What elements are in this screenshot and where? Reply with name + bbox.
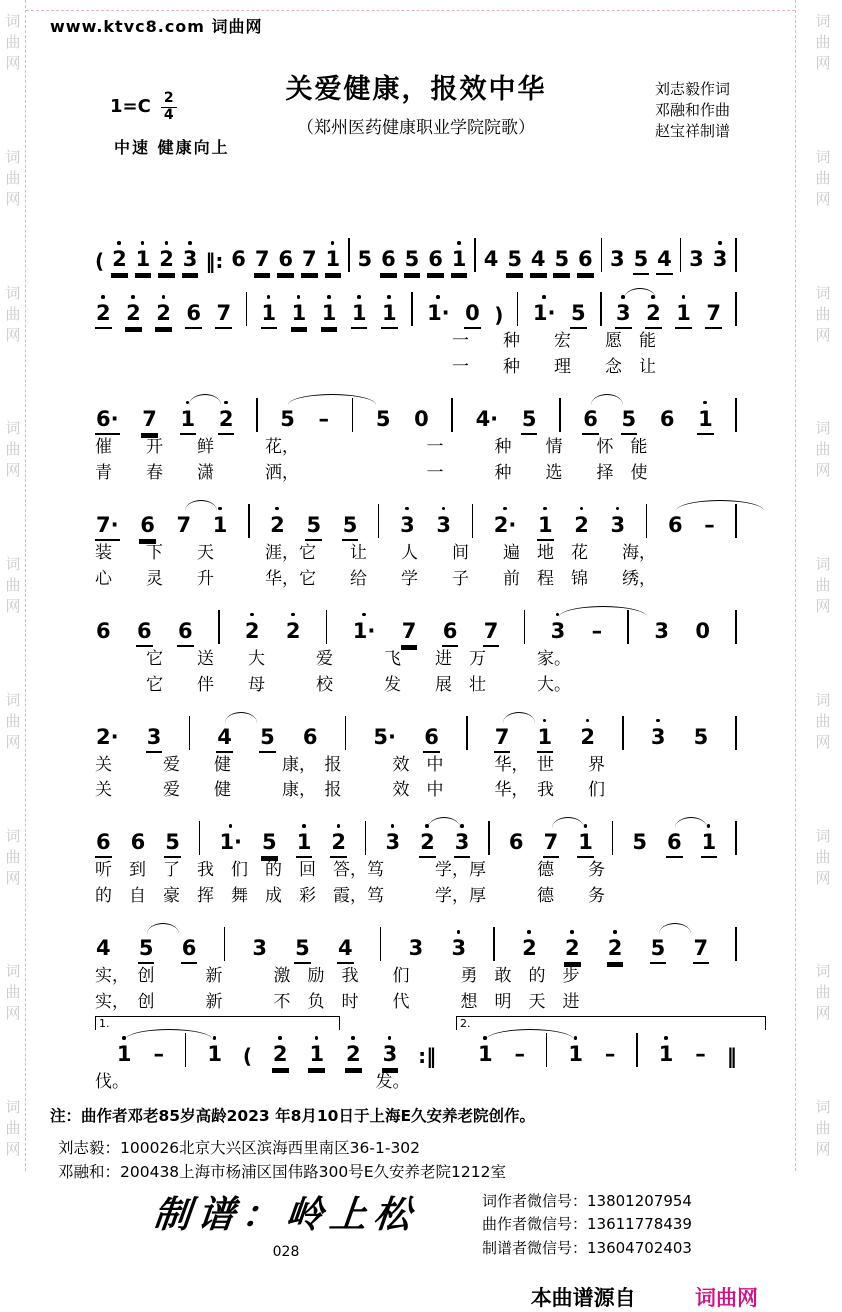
note: 6 bbox=[231, 247, 246, 271]
lyricist-credit: 刘志毅作词 bbox=[654, 80, 730, 98]
note: 6 bbox=[278, 247, 294, 271]
time-signature bbox=[161, 91, 177, 122]
note: 7 bbox=[216, 301, 232, 325]
note: 1 bbox=[701, 830, 717, 855]
lyric-line: 实， 创 新 激 励 我 们 勇 敢 的 步 bbox=[95, 966, 580, 987]
barline bbox=[348, 238, 350, 272]
note: 3 bbox=[385, 830, 401, 855]
barline bbox=[601, 238, 603, 272]
barline bbox=[224, 927, 226, 961]
watermark-text: 词 曲 网 bbox=[815, 962, 831, 1023]
note: 6 bbox=[96, 830, 111, 855]
parenthesis: ( bbox=[95, 249, 105, 273]
note: 7 bbox=[693, 936, 709, 961]
score-system-3 bbox=[95, 387, 737, 485]
final-barline: ‖ bbox=[726, 1044, 737, 1069]
note: 3 bbox=[615, 302, 632, 327]
credits-block bbox=[655, 79, 730, 142]
note: 5 bbox=[633, 247, 649, 271]
note: 4 bbox=[338, 936, 353, 961]
note: – bbox=[604, 1042, 616, 1067]
time-numerator: 2 bbox=[161, 91, 177, 108]
lyric-line: 它 伴 母 校 发 展 壮 大。 bbox=[95, 674, 571, 695]
note: 7 bbox=[301, 247, 317, 271]
score-system-8 bbox=[95, 916, 737, 1014]
note: 4 bbox=[483, 247, 499, 271]
note: 6 bbox=[659, 406, 675, 431]
barline bbox=[636, 1033, 638, 1067]
calligraphy-block bbox=[50, 1184, 482, 1260]
barline bbox=[411, 292, 413, 326]
note: 2 bbox=[270, 512, 285, 537]
barline bbox=[472, 504, 474, 538]
note: 1 bbox=[578, 830, 593, 855]
volta-label: 1. bbox=[95, 1016, 340, 1030]
watermark-text: 词 曲 网 bbox=[5, 690, 21, 751]
slur-arc bbox=[185, 500, 217, 511]
score-system-1 bbox=[95, 227, 737, 273]
barline bbox=[248, 504, 250, 538]
note: – bbox=[591, 618, 603, 643]
note: 2 bbox=[218, 406, 234, 431]
lyric-line: 伐。 发。 bbox=[95, 1072, 410, 1093]
note: 4 bbox=[96, 936, 111, 961]
barline bbox=[600, 292, 602, 326]
notation-row bbox=[95, 705, 737, 751]
barline bbox=[735, 716, 737, 750]
note: 2 bbox=[346, 1042, 361, 1067]
note: 6 bbox=[424, 724, 439, 749]
key-signature bbox=[110, 91, 177, 122]
transcriber-credit: 赵宝祥制谱 bbox=[654, 122, 730, 140]
note: 2 bbox=[580, 724, 595, 749]
barline bbox=[517, 292, 519, 326]
barline bbox=[559, 398, 561, 432]
note: 1 bbox=[658, 1042, 674, 1067]
note: 2 bbox=[574, 512, 589, 537]
composition-note: 注：曲作者邓老85岁高龄2023 年8月10日于上海E久安养老院创作。 bbox=[50, 1107, 536, 1126]
barline bbox=[365, 821, 367, 855]
lyric-line: 催 开 鲜 花， 一 种 情 怀 能 bbox=[95, 436, 648, 457]
slur-arc bbox=[675, 817, 707, 828]
note: – bbox=[318, 406, 330, 431]
note: 6 bbox=[381, 247, 396, 271]
watermark-text: 词 曲 网 bbox=[5, 12, 21, 72]
note: 1 bbox=[291, 301, 307, 325]
barline bbox=[735, 927, 737, 961]
note: 3 bbox=[654, 618, 669, 643]
lyric-line: 心 灵 升 华，它 给 学 子 前 程 锦 绣， bbox=[95, 568, 656, 589]
parenthesis: ) bbox=[494, 303, 504, 327]
note: 1 bbox=[351, 301, 367, 325]
note: 7 bbox=[254, 247, 270, 271]
note: 5 bbox=[621, 406, 637, 431]
note: 5 bbox=[507, 247, 522, 271]
slur-arc bbox=[503, 712, 535, 723]
slur-arc bbox=[591, 394, 623, 405]
note: 1 bbox=[537, 724, 553, 749]
barline bbox=[622, 716, 624, 750]
slur-arc bbox=[147, 923, 179, 934]
song-subtitle: （郑州医药健康职业学院院歌） bbox=[297, 118, 535, 138]
note: 1· bbox=[532, 301, 556, 325]
notation-row bbox=[95, 281, 737, 327]
note: 3 bbox=[451, 936, 467, 961]
score-system-5 bbox=[95, 599, 737, 697]
calligraphy-signature: 制谱：岭上松 bbox=[151, 1192, 420, 1237]
note: 7 bbox=[706, 301, 721, 325]
barline bbox=[680, 238, 682, 272]
barline bbox=[256, 398, 258, 432]
note: 5 bbox=[570, 301, 586, 325]
watermark-text: 词 曲 网 bbox=[5, 555, 21, 615]
watermark-column-right bbox=[812, 0, 834, 1171]
time-denominator: 4 bbox=[163, 106, 174, 123]
note: 2 bbox=[564, 936, 580, 961]
note: 1 bbox=[116, 1043, 133, 1068]
barline bbox=[735, 821, 737, 855]
repeat-barline: ‖: bbox=[205, 249, 224, 273]
note: 6 bbox=[130, 830, 146, 855]
note: 6 bbox=[140, 512, 155, 537]
watermark-text: 词 曲 网 bbox=[815, 555, 831, 615]
note: 1 bbox=[180, 408, 197, 433]
note: 1 bbox=[477, 1043, 494, 1068]
note: 1 bbox=[538, 512, 553, 537]
source-prefix: 本曲谱源自 bbox=[530, 1286, 636, 1311]
note: 2 bbox=[159, 247, 174, 271]
note: 7· bbox=[96, 512, 119, 537]
lyric-line: 的 自 豪 挥 舞 成 彩 霞，笃 学，厚 德 务 bbox=[95, 886, 605, 907]
note: 1 bbox=[261, 301, 277, 325]
page-number: 028 bbox=[272, 1244, 300, 1261]
note: 7 bbox=[494, 726, 511, 751]
key-label: 1=C bbox=[110, 96, 151, 118]
slur-arc bbox=[288, 394, 376, 405]
lyricist-wechat: 词作者微信号：13801207954 bbox=[482, 1192, 692, 1211]
barline bbox=[474, 238, 476, 272]
notation-row bbox=[95, 916, 737, 962]
watermark-text: 词 曲 网 bbox=[815, 147, 831, 208]
note: 1 bbox=[325, 247, 341, 271]
song-title: 关爱健康，报效中华 bbox=[285, 74, 547, 105]
dashed-border-left bbox=[25, 0, 26, 1171]
note: 3 bbox=[712, 247, 728, 271]
note: 3 bbox=[382, 1042, 398, 1067]
barline bbox=[451, 398, 453, 432]
note: 1· bbox=[219, 830, 243, 855]
watermark-text: 词 曲 网 bbox=[5, 962, 21, 1023]
note: 3 bbox=[400, 512, 415, 537]
note: 6 bbox=[428, 247, 443, 271]
slur-arc bbox=[659, 923, 691, 934]
note: – bbox=[695, 1042, 706, 1067]
note: 5 bbox=[260, 724, 275, 749]
watermark-text: 词 曲 网 bbox=[815, 283, 831, 344]
notation-row bbox=[95, 493, 737, 539]
note: 2 bbox=[244, 618, 260, 643]
note: 6· bbox=[96, 406, 119, 431]
lyricist-address: 刘志毅：100026北京大兴区滨海西里南区36-1-302 bbox=[58, 1139, 421, 1158]
score-system-4 bbox=[95, 493, 737, 591]
notes-section bbox=[50, 1104, 782, 1312]
note: 5 bbox=[554, 247, 570, 271]
note: 1· bbox=[352, 618, 376, 643]
slur-arc bbox=[189, 394, 221, 405]
barline bbox=[199, 821, 201, 855]
note: 6 bbox=[508, 830, 524, 855]
note: 6 bbox=[667, 514, 684, 539]
note: 6 bbox=[302, 724, 318, 749]
barline bbox=[246, 292, 248, 326]
notation-row bbox=[95, 810, 737, 856]
note: 5 bbox=[306, 512, 322, 537]
watermark-text: 词 曲 网 bbox=[5, 283, 21, 344]
note: 5 bbox=[521, 406, 537, 431]
score-header bbox=[50, 67, 782, 217]
note: 1 bbox=[321, 301, 337, 325]
note: 1 bbox=[676, 301, 691, 325]
note: 2 bbox=[126, 301, 141, 325]
slur-arc bbox=[428, 817, 460, 828]
notation-row bbox=[95, 387, 737, 433]
note: 5 bbox=[295, 936, 310, 961]
composer-wechat: 曲作者微信号：13611778439 bbox=[482, 1215, 692, 1234]
note: 2 bbox=[646, 301, 661, 325]
watermark-text: 词 曲 网 bbox=[5, 1098, 21, 1158]
note: 5 bbox=[279, 408, 296, 433]
parenthesis: ( bbox=[242, 1044, 252, 1069]
note: 7 bbox=[401, 618, 417, 643]
note: 0 bbox=[465, 301, 480, 325]
note: 0 bbox=[695, 618, 710, 643]
barline bbox=[378, 504, 380, 538]
note: 5 bbox=[342, 512, 358, 537]
note: 6 bbox=[582, 408, 599, 433]
note: 2 bbox=[419, 831, 436, 856]
volta-label: 2. bbox=[456, 1016, 766, 1030]
note: 2 bbox=[272, 1042, 288, 1067]
notation-row bbox=[95, 599, 737, 645]
note: 2 bbox=[331, 830, 346, 855]
note: 3 bbox=[550, 620, 567, 645]
barline bbox=[735, 292, 737, 326]
note: 1· bbox=[427, 301, 450, 325]
site-brand-link[interactable]: 词曲网 bbox=[695, 1286, 758, 1311]
lyric-line: 实， 创 新 不 负 时 代 想 明 天 进 bbox=[95, 992, 580, 1013]
notation-row bbox=[95, 227, 737, 273]
barline bbox=[735, 610, 737, 644]
note: 4· bbox=[475, 406, 499, 431]
note: 5 bbox=[693, 724, 709, 749]
barline bbox=[612, 821, 614, 855]
watermark-text: 词 曲 网 bbox=[5, 826, 21, 887]
note: 7 bbox=[483, 618, 499, 643]
barline bbox=[218, 610, 220, 644]
note: 3 bbox=[610, 512, 626, 537]
watermark-column-left bbox=[2, 0, 24, 1171]
barline bbox=[345, 716, 347, 750]
composer-address: 邓融和：200438上海市杨浦区国伟路300号E久安养老院1212室 bbox=[58, 1163, 506, 1182]
note: – bbox=[704, 512, 715, 537]
note: 3 bbox=[610, 247, 625, 271]
note: 1 bbox=[698, 406, 713, 431]
note: 3 bbox=[650, 724, 666, 749]
footer-row bbox=[50, 1184, 782, 1260]
note: 4 bbox=[530, 247, 546, 271]
score-system-9 bbox=[95, 1017, 737, 1094]
barline bbox=[488, 821, 490, 855]
note: 1 bbox=[135, 247, 151, 271]
note: 3 bbox=[146, 724, 162, 749]
barline bbox=[735, 238, 737, 272]
note: 7 bbox=[543, 831, 560, 856]
note: 1 bbox=[568, 1042, 583, 1067]
watermark-text: 词 曲 网 bbox=[815, 1098, 831, 1158]
lyric-line: 一 种 宏 愿 能 bbox=[95, 331, 656, 351]
slur-arc bbox=[125, 1029, 213, 1040]
slur-arc bbox=[559, 606, 647, 617]
barline bbox=[524, 610, 526, 644]
barline bbox=[189, 716, 191, 750]
note: – bbox=[514, 1042, 525, 1067]
slur-arc bbox=[486, 1029, 574, 1040]
note: 1 bbox=[381, 301, 397, 325]
note: 6 bbox=[578, 247, 593, 271]
note: 7 bbox=[142, 406, 157, 431]
note: 3 bbox=[252, 936, 267, 961]
source-attribution bbox=[50, 1282, 782, 1312]
note: 3 bbox=[182, 247, 198, 271]
note: 4 bbox=[657, 247, 672, 271]
note: 2· bbox=[96, 724, 119, 749]
watermark-text: 词 曲 网 bbox=[815, 826, 831, 887]
watermark-text: 词 曲 网 bbox=[815, 12, 831, 72]
note: – bbox=[153, 1042, 164, 1067]
barline bbox=[380, 927, 382, 961]
note: 6 bbox=[442, 618, 458, 643]
note: 2 bbox=[156, 301, 171, 325]
note: 5· bbox=[373, 724, 396, 749]
note: 5 bbox=[404, 247, 420, 271]
barline bbox=[735, 398, 737, 432]
score-system-2 bbox=[95, 281, 737, 379]
barline bbox=[466, 716, 468, 750]
watermark-text: 词 曲 网 bbox=[815, 690, 831, 751]
score-system-7 bbox=[95, 810, 737, 908]
barline bbox=[646, 504, 648, 538]
note: 5 bbox=[138, 937, 155, 962]
lyric-line: 装 下 天 涯，它 让 人 间 遍 地 花 海， bbox=[95, 542, 656, 563]
dashed-border-right bbox=[795, 0, 796, 1171]
note: 4 bbox=[216, 726, 233, 751]
notation-row bbox=[95, 1017, 737, 1069]
note: 1 bbox=[207, 1042, 222, 1067]
site-watermark-link[interactable]: www.ktvc8.com 词曲网 bbox=[50, 17, 263, 36]
slur-arc bbox=[225, 712, 257, 723]
volta-bracket bbox=[456, 1017, 471, 1068]
lyric-line: 一 种 理 念 让 bbox=[95, 356, 656, 377]
note: 6 bbox=[137, 618, 152, 643]
note: 3 bbox=[454, 830, 470, 855]
barline bbox=[493, 927, 495, 961]
volta-bracket bbox=[95, 1017, 110, 1068]
note: 1 bbox=[309, 1042, 325, 1067]
note: 5 bbox=[165, 830, 180, 855]
watermark-text: 词 曲 网 bbox=[5, 419, 21, 480]
note: 3 bbox=[408, 936, 424, 961]
tempo-marking: 中速 健康向上 bbox=[114, 138, 230, 157]
note: 2 bbox=[96, 301, 111, 325]
note: 5 bbox=[357, 247, 373, 271]
music-score bbox=[50, 217, 782, 1094]
note: 2· bbox=[493, 512, 517, 537]
note: 6 bbox=[181, 936, 197, 961]
note: 6 bbox=[666, 831, 683, 856]
lyric-line: 青 春 潇 洒， 一 种 选 择 使 bbox=[95, 462, 648, 483]
page-content bbox=[50, 0, 782, 1312]
barline bbox=[326, 610, 328, 644]
note: 7 bbox=[176, 514, 193, 539]
note: 6 bbox=[186, 301, 201, 325]
lyric-line: 关 爱 健 康， 报 效 中 华， 世 界 bbox=[95, 754, 605, 775]
note: 1 bbox=[451, 247, 467, 271]
note: 3 bbox=[436, 512, 451, 537]
lyric-line: 听 到 了 我 们 的 回 答，笃 学，厚 德 务 bbox=[95, 860, 605, 881]
note: 1 bbox=[296, 830, 312, 855]
note: 5 bbox=[262, 830, 277, 855]
transcriber-wechat: 制谱者微信号：13604702403 bbox=[482, 1238, 692, 1257]
repeat-barline: :‖ bbox=[418, 1044, 437, 1069]
score-system-6 bbox=[95, 705, 737, 803]
watermark-text: 词 曲 网 bbox=[5, 147, 21, 208]
slur-arc bbox=[676, 500, 764, 511]
note: 3 bbox=[689, 247, 704, 271]
note: 0 bbox=[414, 406, 429, 431]
lyric-line: 关 爱 健 康， 报 效 中 华， 我 们 bbox=[95, 780, 605, 801]
wechat-block bbox=[482, 1184, 782, 1260]
note: 1 bbox=[212, 512, 228, 537]
note: 2 bbox=[285, 618, 301, 643]
note: 5 bbox=[650, 937, 667, 962]
watermark-text: 词 曲 网 bbox=[815, 419, 831, 480]
note: 2 bbox=[607, 936, 623, 961]
note: 5 bbox=[375, 406, 391, 431]
note: 5 bbox=[632, 830, 647, 855]
slur-arc bbox=[552, 817, 584, 828]
lyric-line: 它 送 大 爱 飞 进 万 家。 bbox=[95, 648, 571, 669]
note: 6 bbox=[96, 618, 111, 643]
note: 6 bbox=[178, 618, 193, 643]
note: 2 bbox=[522, 936, 537, 961]
note: 2 bbox=[112, 247, 127, 271]
composer-credit: 邓融和作曲 bbox=[654, 101, 730, 119]
